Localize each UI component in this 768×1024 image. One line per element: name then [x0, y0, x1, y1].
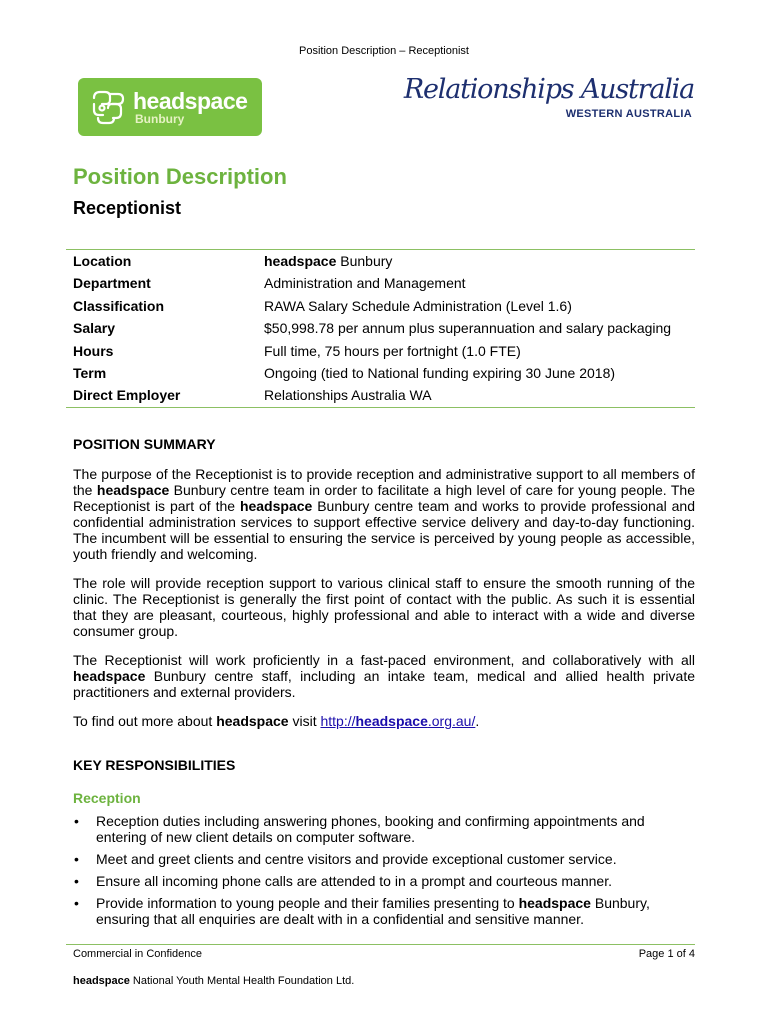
- link-text[interactable]: http://: [320, 713, 356, 729]
- list-item: [73, 895, 695, 927]
- text-run: Provide information to young people and their families presenting to: [96, 895, 519, 911]
- info-row: [73, 340, 695, 362]
- info-label: Hours: [73, 342, 114, 359]
- info-row: [73, 295, 695, 317]
- text-run: Meet and greet clients and centre visitors and provide exceptional customer service.: [96, 851, 617, 867]
- headspace-brand: headspace: [518, 895, 591, 911]
- info-value-text: RAWA Salary Schedule Administration (Level 1.6): [264, 297, 572, 314]
- info-value: [264, 295, 695, 317]
- info-value-text: Relationships Australia WA: [264, 387, 432, 404]
- info-value: [264, 384, 695, 406]
- info-value: [264, 362, 695, 384]
- bullet-icon: •: [74, 851, 79, 867]
- position-info-table: [73, 250, 695, 407]
- list-item: [73, 873, 695, 889]
- text-run: Bunbury, ensuring that all enquiries are dealt with in a confidential and sensitive manner.: [96, 895, 650, 927]
- table-bottom-rule: [66, 407, 695, 408]
- position-summary-heading: POSITION SUMMARY: [73, 436, 216, 452]
- info-value-bold: headspace: [264, 253, 337, 269]
- summary-paragraph-4: [73, 713, 695, 729]
- headspace-brand: headspace: [73, 668, 146, 684]
- text-run: Bunbury centre team and works to provide professional and confidential administration services to support effective service delivery and day-to-day functioning. The incumbent will be essential to ensuring the service is perceived by young people as accessible, youth friendly and welcoming.: [73, 498, 695, 562]
- info-label: Classification: [73, 297, 165, 314]
- headspace-mark-icon: [88, 86, 128, 128]
- summary-paragraph-3: [73, 652, 695, 700]
- footer-organisation: [73, 975, 354, 987]
- info-value: [264, 317, 695, 339]
- text-run: Reception duties including answering phones, booking and confirming appointments and entering of new client details on computer software.: [96, 813, 645, 845]
- info-value-text: Administration and Management: [264, 275, 466, 292]
- headspace-brand: headspace: [216, 713, 289, 729]
- info-value-text: Bunbury: [336, 253, 393, 269]
- headspace-brand: headspace: [239, 498, 313, 514]
- reception-subheading: Reception: [73, 790, 141, 806]
- reception-responsibilities-list: [73, 813, 695, 933]
- summary-paragraph-1: [73, 466, 695, 562]
- info-label: Department: [73, 275, 151, 292]
- ra-region: WESTERN AUSTRALIA: [565, 108, 692, 120]
- list-item: [73, 851, 695, 867]
- info-label: Term: [73, 364, 107, 381]
- info-label: Salary: [73, 320, 116, 337]
- headspace-wordmark: headspace: [133, 88, 248, 114]
- info-value: [264, 340, 695, 362]
- info-value-text: $50,998.78 per annum plus superannuation and salary packaging: [264, 320, 672, 337]
- text-run: To find out more about: [73, 713, 217, 729]
- info-value-text: Ongoing (tied to National funding expiring 30 June 2018): [264, 364, 616, 381]
- text-run: .: [475, 713, 480, 729]
- link-text-bold[interactable]: headspace: [355, 713, 428, 729]
- info-row: [73, 317, 695, 339]
- headspace-brand: headspace: [96, 482, 170, 498]
- text-run: The Receptionist will work proficiently in a fast-paced environment, and collaboratively with all: [73, 652, 695, 668]
- ra-wordmark: Relationships Australia: [403, 74, 694, 105]
- link-text[interactable]: .org.au/: [427, 713, 476, 729]
- list-item: [73, 813, 695, 845]
- summary-paragraph-2: The role will provide reception support to various clinical staff to ensure the smooth running of the clinic. The Receptionist is generally the first point of contact with the public. As such it is essential that they are pleasant, courteous, highly professional and able to interact with a wide and diverse consumer group.: [73, 575, 695, 639]
- headspace-logo: [78, 78, 262, 136]
- text-run: Bunbury centre team in order to facilitate a high level of care for young people. The Receptionist is part of the: [73, 482, 695, 514]
- bullet-icon: •: [74, 873, 79, 889]
- running-header: Position Description – Receptionist: [299, 45, 469, 57]
- info-value-text: Full time, 75 hours per fortnight (1.0 FTE): [264, 342, 521, 359]
- bullet-icon: •: [74, 895, 79, 911]
- info-row: [73, 362, 695, 384]
- info-label: Location: [73, 253, 132, 269]
- info-row: [73, 272, 695, 294]
- text-run: The purpose of the Receptionist is to provide reception and administrative support to all members of the: [73, 466, 695, 498]
- footer-confidentiality: Commercial in Confidence: [73, 948, 202, 960]
- headspace-brand: headspace: [73, 975, 130, 987]
- text-run: Ensure all incoming phone calls are attended to in a prompt and courteous manner.: [96, 873, 612, 889]
- text-run: visit: [288, 713, 321, 729]
- footer-page-number: Page 1 of 4: [638, 948, 695, 960]
- footer-rule: [66, 944, 695, 945]
- info-label: Direct Employer: [73, 387, 181, 404]
- bullet-icon: •: [74, 813, 79, 829]
- page-subtitle: Receptionist: [73, 198, 182, 218]
- footer-org-name: National Youth Mental Health Foundation Ltd.: [129, 975, 355, 987]
- page-title: Position Description: [73, 164, 287, 189]
- key-responsibilities-heading: KEY RESPONSIBILITIES: [73, 757, 236, 773]
- info-value: [264, 250, 695, 272]
- relationships-australia-logo: [403, 74, 698, 126]
- info-value: [264, 272, 695, 294]
- info-row: [73, 384, 695, 406]
- headspace-location: Bunbury: [135, 112, 185, 126]
- info-row: [73, 250, 695, 272]
- headspace-website-link[interactable]: [320, 713, 475, 729]
- text-run: Bunbury centre staff, including an intake team, medical and allied health private practitioners and external providers.: [73, 668, 695, 700]
